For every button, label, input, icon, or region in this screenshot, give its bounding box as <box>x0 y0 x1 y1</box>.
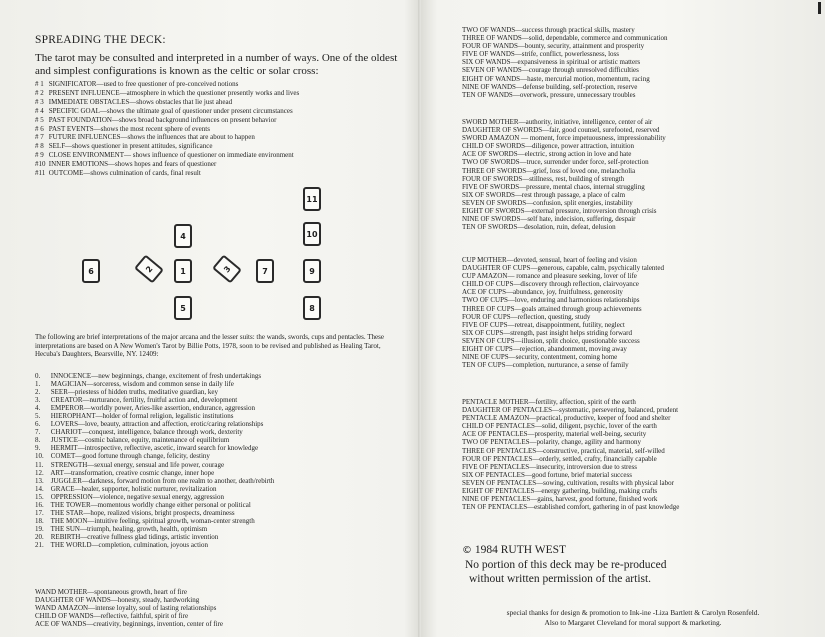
major-arcana-item <box>35 469 415 477</box>
cups-item: TEN OF CUPS—completion, nurturance, a sense of family <box>462 361 629 370</box>
swords-item: FOUR OF SWORDS—stillness, rest, building of strength <box>462 174 625 183</box>
swords-item: TWO OF SWORDS—truce, surrender under force, self-protection <box>462 158 649 167</box>
thanks-line1: special thanks for design & promotion to Ink-ine -Liza Bartlett & Carolyn Rosenfeld. <box>506 608 760 617</box>
wands-list-part2 <box>462 26 762 99</box>
major-arcana-item <box>35 372 415 380</box>
pentacles-list <box>462 398 762 511</box>
major-arcana-item-text: JUGGLER—darkness, forward motion from one realm to another, death/rebirth <box>50 476 275 485</box>
major-arcana-item-number: 14. <box>35 484 44 493</box>
wands-item: ACE OF WANDS—creativity, beginnings, invention, center of fire <box>35 620 223 629</box>
major-arcana-item <box>35 533 415 541</box>
cups-item: SEVEN OF CUPS—illusion, split choice, questionable success <box>462 336 640 345</box>
copyright-symbol: © <box>462 545 472 556</box>
major-arcana-list <box>35 372 415 549</box>
thanks-line2: Also to Margaret Cleveland for moral support & marketing. <box>544 618 722 627</box>
major-arcana-item-text: ART—transformation, creative cosmic change, inner hope <box>50 468 215 477</box>
wands-item: TWO OF WANDS—success through practical skills, mastery <box>462 26 635 34</box>
cups-item: CUP AMAZON— romance and pleasure seeking, lover of life <box>462 272 637 281</box>
major-arcana-item-number: 11. <box>35 460 44 469</box>
swords-item: TEN OF SWORDS—desolation, ruin, defeat, delusion <box>462 223 616 232</box>
pentacles-item: NINE OF PENTACLES—gains, harvest, good fortune, finished work <box>462 495 658 504</box>
wands-item: SEVEN OF WANDS—courage through unresolved difficulties <box>462 66 639 75</box>
interpretations-intro: The following are brief interpretations of the major arcana and the lesser suits: the wands, swords, cups and pentacles. These interpretations are based on A New Women's Tarot by Billie Potts, 1978, soon to be revised and published as Healing Tarot, Hecuba's Daughters, Bearsville, NY. 12409: <box>35 333 384 359</box>
major-arcana-item-text: HERMIT—introspective, reflective, ascetic, inward search for knowledge <box>50 444 259 453</box>
cups-item: EIGHT OF CUPS—rejection, abandonment, moving away <box>462 345 627 354</box>
cups-item: SIX OF CUPS—strength, past insight helps striding forward <box>462 328 632 337</box>
position-item-text: CLOSE ENVIRONMENT— shows influence of questioner on immediate environment <box>48 151 294 160</box>
wands-item: SIX OF WANDS—expansiveness in spiritual or artistic matters <box>462 58 641 67</box>
wands-item: NINE OF WANDS—defense building, self-protection, reserve <box>462 82 638 91</box>
copyright-block <box>462 543 667 586</box>
major-arcana-item-number: 5. <box>35 412 41 421</box>
pentacles-item: EIGHT OF PENTACLES—energy gathering, building, making crafts <box>462 487 658 496</box>
swords-item: SWORD MOTHER—authority, initiative, intelligence, center of air <box>462 118 653 126</box>
major-arcana-item-number: 21. <box>35 540 44 549</box>
major-arcana-item-number: 16. <box>35 500 44 509</box>
swords-item: EIGHT OF SWORDS—external pressure, introversion through crisis <box>462 207 657 216</box>
major-arcana-item-number: 4. <box>35 404 41 413</box>
card-10: 10 <box>303 222 321 246</box>
position-item-text: SPECIFIC GOAL—shows the ultimate goal of questioner under present circumstances <box>48 106 293 115</box>
major-arcana-item-number: 15. <box>35 492 44 501</box>
wands-item: FIVE OF WANDS—strife, conflict, powerlessness, loss <box>462 50 619 59</box>
pentacles-item: FOUR OF PENTACLES—orderly, settled, crafty, financially capable <box>462 454 657 463</box>
wands-item: FOUR OF WANDS—bounty, security, attainment and prosperity <box>462 42 645 51</box>
major-arcana-item-text: CREATOR—nurturance, fertility, fruitful action and, development <box>50 396 238 405</box>
swords-item: FIVE OF SWORDS—pressure, mental chaos, internal struggling <box>462 182 645 191</box>
major-arcana-item-number: 3. <box>35 396 41 405</box>
major-arcana-item-text: HIEROPHANT—holder of formal religion, legalistic institutions <box>50 412 234 421</box>
major-arcana-item <box>35 517 415 525</box>
major-arcana-item-text: INNOCENCE—new beginnings, change, excitement of fresh undertakings <box>50 372 262 380</box>
major-arcana-item-text: THE MOON—intuitive feeling, spiritual growth, woman-center strength <box>50 516 255 525</box>
swords-item: SIX OF SWORDS—rest through passage, a place of calm <box>462 190 626 199</box>
swords-item: SWORD AMAZON — moment, force impetuousness, impressionability <box>462 134 666 143</box>
major-arcana-item-number: 0. <box>35 372 41 380</box>
card-1: 1 <box>174 259 192 283</box>
pentacles-item: PENTACLE AMAZON—practical, productive, keeper of food and shelter <box>462 414 671 423</box>
position-item-text: INNER EMOTIONS—shows hopes and fears of questioner <box>48 160 217 169</box>
pentacles-item: THREE OF PENTACLES—constructive, practical, material, self-willed <box>462 446 665 455</box>
major-arcana-item <box>35 380 415 388</box>
card-3: 3 <box>212 254 242 283</box>
major-arcana-item <box>35 388 415 396</box>
major-arcana-item <box>35 420 415 428</box>
position-item-number: #11 <box>35 169 46 178</box>
wands-item: CHILD OF WANDS—reflective, faithful, spirit of fire <box>35 612 189 621</box>
position-item-number: # 5 <box>35 115 44 124</box>
major-arcana-item-text: CHARIOT—conquest, intelligence, balance through work, dexterity <box>50 428 243 437</box>
position-item-number: # 6 <box>35 124 44 133</box>
position-item-text: SIGNIFICATOR—used to free questioner of pre-conceived notions <box>48 80 239 88</box>
wands-item: THREE OF WANDS—solid, dependable, commerce and communication <box>462 34 668 43</box>
position-item-number: #10 <box>35 160 46 169</box>
swords-list <box>462 118 762 231</box>
card-7: 7 <box>256 259 274 283</box>
major-arcana-item-text: COMET—good fortune through change, felicity, destiny <box>50 452 210 461</box>
wands-list-part1 <box>35 588 415 628</box>
cups-item: ACE OF CUPS—abundance, joy, fruitfulness, generosity <box>462 288 623 297</box>
pentacles-item: TWO OF PENTACLES—polarity, change, agility and harmony <box>462 438 642 447</box>
wands-item: TEN OF WANDS—overwork, pressure, unnecessary troubles <box>462 90 636 99</box>
major-arcana-item-text: EMPEROR—worldly power, Aries-like assertion, endurance, aggression <box>50 404 255 413</box>
position-item-text: SELF—shows questioner in present attitudes, significance <box>48 142 213 151</box>
major-arcana-item-number: 19. <box>35 524 44 533</box>
major-arcana-item-number: 9. <box>35 444 41 453</box>
celtic-cross-spread <box>0 0 420 330</box>
position-item-number: # 4 <box>35 106 44 115</box>
thanks-block <box>448 608 818 628</box>
pentacles-item: ACE OF PENTACLES—prosperity, material well-being, security <box>462 430 647 439</box>
cups-item: FIVE OF CUPS—retreat, disappointment, futility, neglect <box>462 320 625 329</box>
major-arcana-item <box>35 412 415 420</box>
intro-paragraph: The tarot may be consulted and interpreted in a number of ways. One of the oldest and simplest configurations is known as the celtic or solar cross: <box>35 52 398 77</box>
copyright-notice-line2: No portion of this deck may be re-produced <box>465 559 667 571</box>
position-item-text: PRESENT INFLUENCE—atmosphere in which the questioner presently works and lives <box>48 88 300 97</box>
position-item-text: FUTURE INFLUENCES—shows the influences that are about to happen <box>48 133 255 142</box>
major-arcana-item <box>35 436 415 444</box>
major-arcana-item <box>35 509 415 517</box>
position-item-number: # 7 <box>35 133 44 142</box>
major-arcana-item-number: 1. <box>35 380 41 389</box>
pentacles-item: DAUGHTER OF PENTACLES—systematic, persevering, balanced, prudent <box>462 406 679 415</box>
major-arcana-item-number: 2. <box>35 388 41 397</box>
cups-item: TWO OF CUPS—love, enduring and harmonious relationships <box>462 296 640 305</box>
pentacles-item: FIVE OF PENTACLES—insecurity, introversion due to stress <box>462 462 637 471</box>
major-arcana-item <box>35 493 415 501</box>
swords-item: ACE OF SWORDS—electric, strong action in love and hate <box>462 150 632 159</box>
swords-item: THREE OF SWORDS—grief, loss of loved one, melancholia <box>462 166 636 175</box>
major-arcana-item-text: THE STAR—hope, realized visions, bright prospects, dreaminess <box>50 508 235 517</box>
wands-item: EIGHT OF WANDS—haste, mercurial motion, momentum, racing <box>462 74 650 83</box>
card-4: 4 <box>174 224 192 248</box>
section-heading: SPREADING THE DECK: <box>35 34 166 46</box>
major-arcana-item <box>35 525 415 533</box>
swords-item: SEVEN OF SWORDS—confusion, split energies, instability <box>462 198 633 207</box>
major-arcana-item-text: SEER—priestess of hidden truths, meditative guardian, key <box>50 388 218 397</box>
major-arcana-item-text: LOVERS—love, beauty, attraction and affection, erotic/caring relationships <box>50 420 264 429</box>
major-arcana-item <box>35 541 415 549</box>
major-arcana-item-text: THE WORLD—completion, culmination, joyous action <box>50 540 208 549</box>
major-arcana-item <box>35 485 415 493</box>
major-arcana-item <box>35 477 415 485</box>
major-arcana-item <box>35 404 415 412</box>
swords-item: NINE OF SWORDS—self hate, indecision, suffering, despair <box>462 215 636 224</box>
major-arcana-item-number: 6. <box>35 420 41 429</box>
major-arcana-item-number: 13. <box>35 476 44 485</box>
major-arcana-item <box>35 444 415 452</box>
cups-item: CUP MOTHER—devoted, sensual, heart of feeling and vision <box>462 256 637 264</box>
major-arcana-item-text: MAGICIAN—sorceress, wisdom and common sense in daily life <box>50 380 234 389</box>
position-item-number: # 2 <box>35 88 44 97</box>
major-arcana-item-text: OPPRESSION—violence, negative sexual energy, aggression <box>50 492 224 501</box>
major-arcana-item <box>35 396 415 404</box>
cups-list <box>462 256 762 369</box>
cups-item: DAUGHTER OF CUPS—generous, capable, calm, psychically talented <box>462 264 664 273</box>
position-item-text: PAST FOUNDATION—shows broad background influences on present behavior <box>48 115 277 124</box>
card-11: 11 <box>303 187 321 211</box>
major-arcana-item <box>35 452 415 460</box>
major-arcana-item-text: REBIRTH—creative fullness glad tidings, artistic invention <box>50 532 219 541</box>
major-arcana-item-number: 10. <box>35 452 44 461</box>
position-item-number: # 1 <box>35 80 44 88</box>
major-arcana-item <box>35 461 415 469</box>
pentacles-item: SEVEN OF PENTACLES—sowing, cultivation, results with physical labor <box>462 478 674 487</box>
major-arcana-item-number: 8. <box>35 436 41 445</box>
wands-item: WAND MOTHER—spontaneous growth, heart of fire <box>35 588 188 596</box>
cups-item: FOUR OF CUPS—reflection, questing, study <box>462 312 591 321</box>
position-item-number: # 3 <box>35 97 44 106</box>
cups-item: THREE OF CUPS—goals attained through group achievements <box>462 304 642 313</box>
major-arcana-item-number: 20. <box>35 532 44 541</box>
major-arcana-item <box>35 428 415 436</box>
position-item-number: # 9 <box>35 151 44 160</box>
copyright-line: 1984 RUTH WEST <box>474 544 567 556</box>
pentacles-item: TEN OF PENTACLES—established comfort, gathering in of past knowledge <box>462 503 680 512</box>
position-item-number: # 8 <box>35 142 44 151</box>
card-9: 9 <box>303 259 321 283</box>
major-arcana-item <box>35 501 415 509</box>
major-arcana-item-text: GRACE—healer, supporter, holistic nurturer, revitalization <box>50 484 217 493</box>
card-5: 5 <box>174 296 192 320</box>
pentacles-item: CHILD OF PENTACLES—solid, diligent, psychic, lover of the earth <box>462 422 657 431</box>
major-arcana-item-text: THE TOWER—momentous worldly change either personal or political <box>50 500 251 509</box>
cups-item: CHILD OF CUPS—discovery through reflection, clairvoyance <box>462 280 639 289</box>
major-arcana-item-number: 12. <box>35 468 44 477</box>
card-6: 6 <box>82 259 100 283</box>
swords-item: DAUGHTER OF SWORDS—fair, good counsel, surefooted, reserved <box>462 126 660 135</box>
major-arcana-item-number: 17. <box>35 508 44 517</box>
position-item-text: IMMEDIATE OBSTACLES—shows obstacles that lie just ahead <box>48 97 233 106</box>
pentacles-item: PENTACLE MOTHER—fertility, affection, spirit of the earth <box>462 398 636 406</box>
pentacles-item: SIX OF PENTACLES—good fortune, brief material success <box>462 470 632 479</box>
major-arcana-item-text: STRENGTH—sexual energy, sensual and life power, courage <box>50 460 225 469</box>
position-item-text: PAST EVENTS—shows the most recent sphere of events <box>48 124 210 133</box>
swords-item: CHILD OF SWORDS—diligence, power attraction, intuition <box>462 142 635 151</box>
wands-item: DAUGHTER OF WANDS—honesty, steady, hardworking <box>35 596 200 605</box>
major-arcana-item-number: 7. <box>35 428 41 437</box>
cups-item: NINE OF CUPS—security, contentment, coming home <box>462 353 618 362</box>
major-arcana-item-text: JUSTICE—cosmic balance, equity, maintenance of equilibrium <box>50 436 230 445</box>
position-item-text: OUTCOME—shows culmination of cards, final result <box>48 169 201 178</box>
major-arcana-item-text: THE SUN—triumph, healing, growth, health, optimism <box>50 524 208 533</box>
edge-mark <box>818 2 821 14</box>
card-8: 8 <box>303 296 321 320</box>
card-2: 2 <box>134 254 164 283</box>
wands-item: WAND AMAZON—intense loyalty, soul of lasting relationships <box>35 604 217 613</box>
copyright-notice-line3: without written permission of the artist. <box>469 573 652 585</box>
major-arcana-item-number: 18. <box>35 516 44 525</box>
